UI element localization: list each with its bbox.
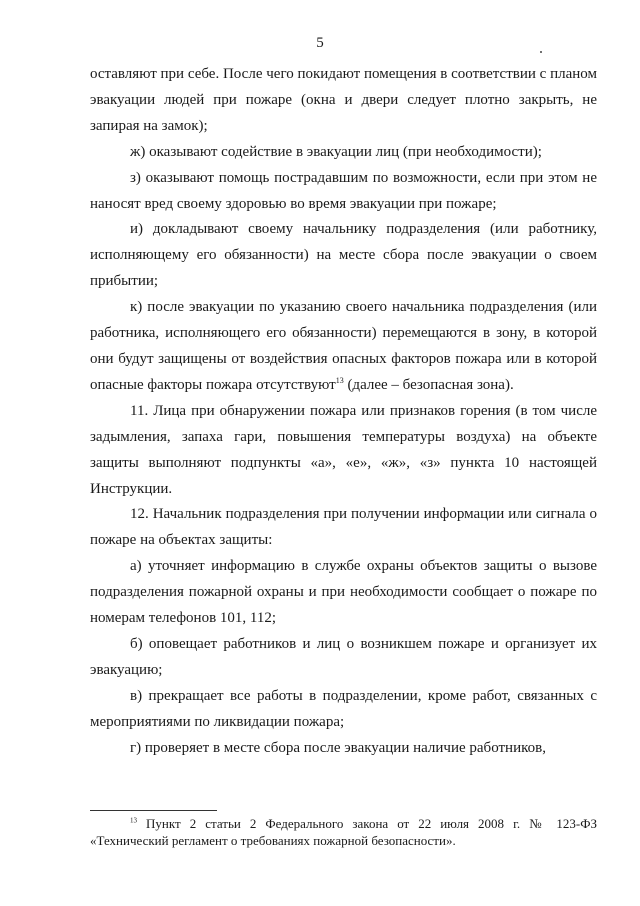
footnote-reference: 13 (335, 375, 344, 385)
paragraph-item-v: в) прекращает все работы в подразделении, кроме работ, связанных с мероприятиями по ликвидации пожара; (90, 687, 597, 730)
footnote-marker: 13 (130, 816, 137, 825)
paragraph-item-g: г) проверяет в месте сбора после эвакуации наличие работников, (130, 739, 546, 756)
paragraph-section-11: 11. Лица при обнаружении пожара или признаков горения (в том числе задымления, запаха гари, повышения температуры воздуха) на объекте защиты выполняют подпункты «а», «е», «ж», «з» пункта 10 настоящей Инструкции. (90, 402, 597, 497)
paragraph-item-k-tail: (далее – безопасная зона). (343, 376, 514, 393)
paragraph-item-i: и) докладывают своему начальнику подразделения (или работнику, исполняющему его обязанности) на месте сбора после эвакуации о своем прибытии; (90, 221, 597, 290)
paragraph-item-a: а) уточняет информацию в службе охраны объектов защиты о вызове подразделения пожарной охраны и при необходимости сообщает о пожаре по номерам телефонов 101, 112; (90, 558, 597, 627)
paragraph-item-zh: ж) оказывают содействие в эвакуации лиц (при необходимости); (130, 143, 542, 160)
scan-speck (540, 51, 542, 53)
body-text (90, 62, 597, 761)
footnote-text: Пункт 2 статьи 2 Федерального закона от 22 июля 2008 г. № 123-ФЗ «Технический регламент о требованиях пожарной безопасности». (90, 816, 597, 848)
footnote-divider (90, 810, 217, 811)
paragraph-item-b: б) оповещает работников и лиц о возникшем пожаре и организует их эвакуацию; (90, 635, 597, 678)
footnote (90, 815, 597, 849)
paragraph-section-12: 12. Начальник подразделения при получении информации или сигнала о пожаре на объектах защиты: (90, 506, 597, 549)
paragraph-continuation: оставляют при себе. После чего покидают помещения в соответствии с планом эвакуации людей при пожаре (окна и двери следует плотно закрыть, не запирая на замок); (90, 66, 597, 134)
page-number: 5 (316, 35, 324, 51)
footnote-text-line (90, 815, 597, 849)
paragraph-item-z: з) оказывают помощь пострадавшим по возможности, если при этом не наносят вред своему здоровью во время эвакуации при пожаре; (90, 169, 597, 212)
paragraph-item-k (90, 295, 597, 399)
paragraph-item-k-text: к) после эвакуации по указанию своего начальника подразделения (или работника, исполняющего его обязанности) перемещаются в зону, в которой они будут защищены от воздействия опасных факторов пожара или в которой опасные факторы пожара отсутствуют (90, 299, 597, 393)
